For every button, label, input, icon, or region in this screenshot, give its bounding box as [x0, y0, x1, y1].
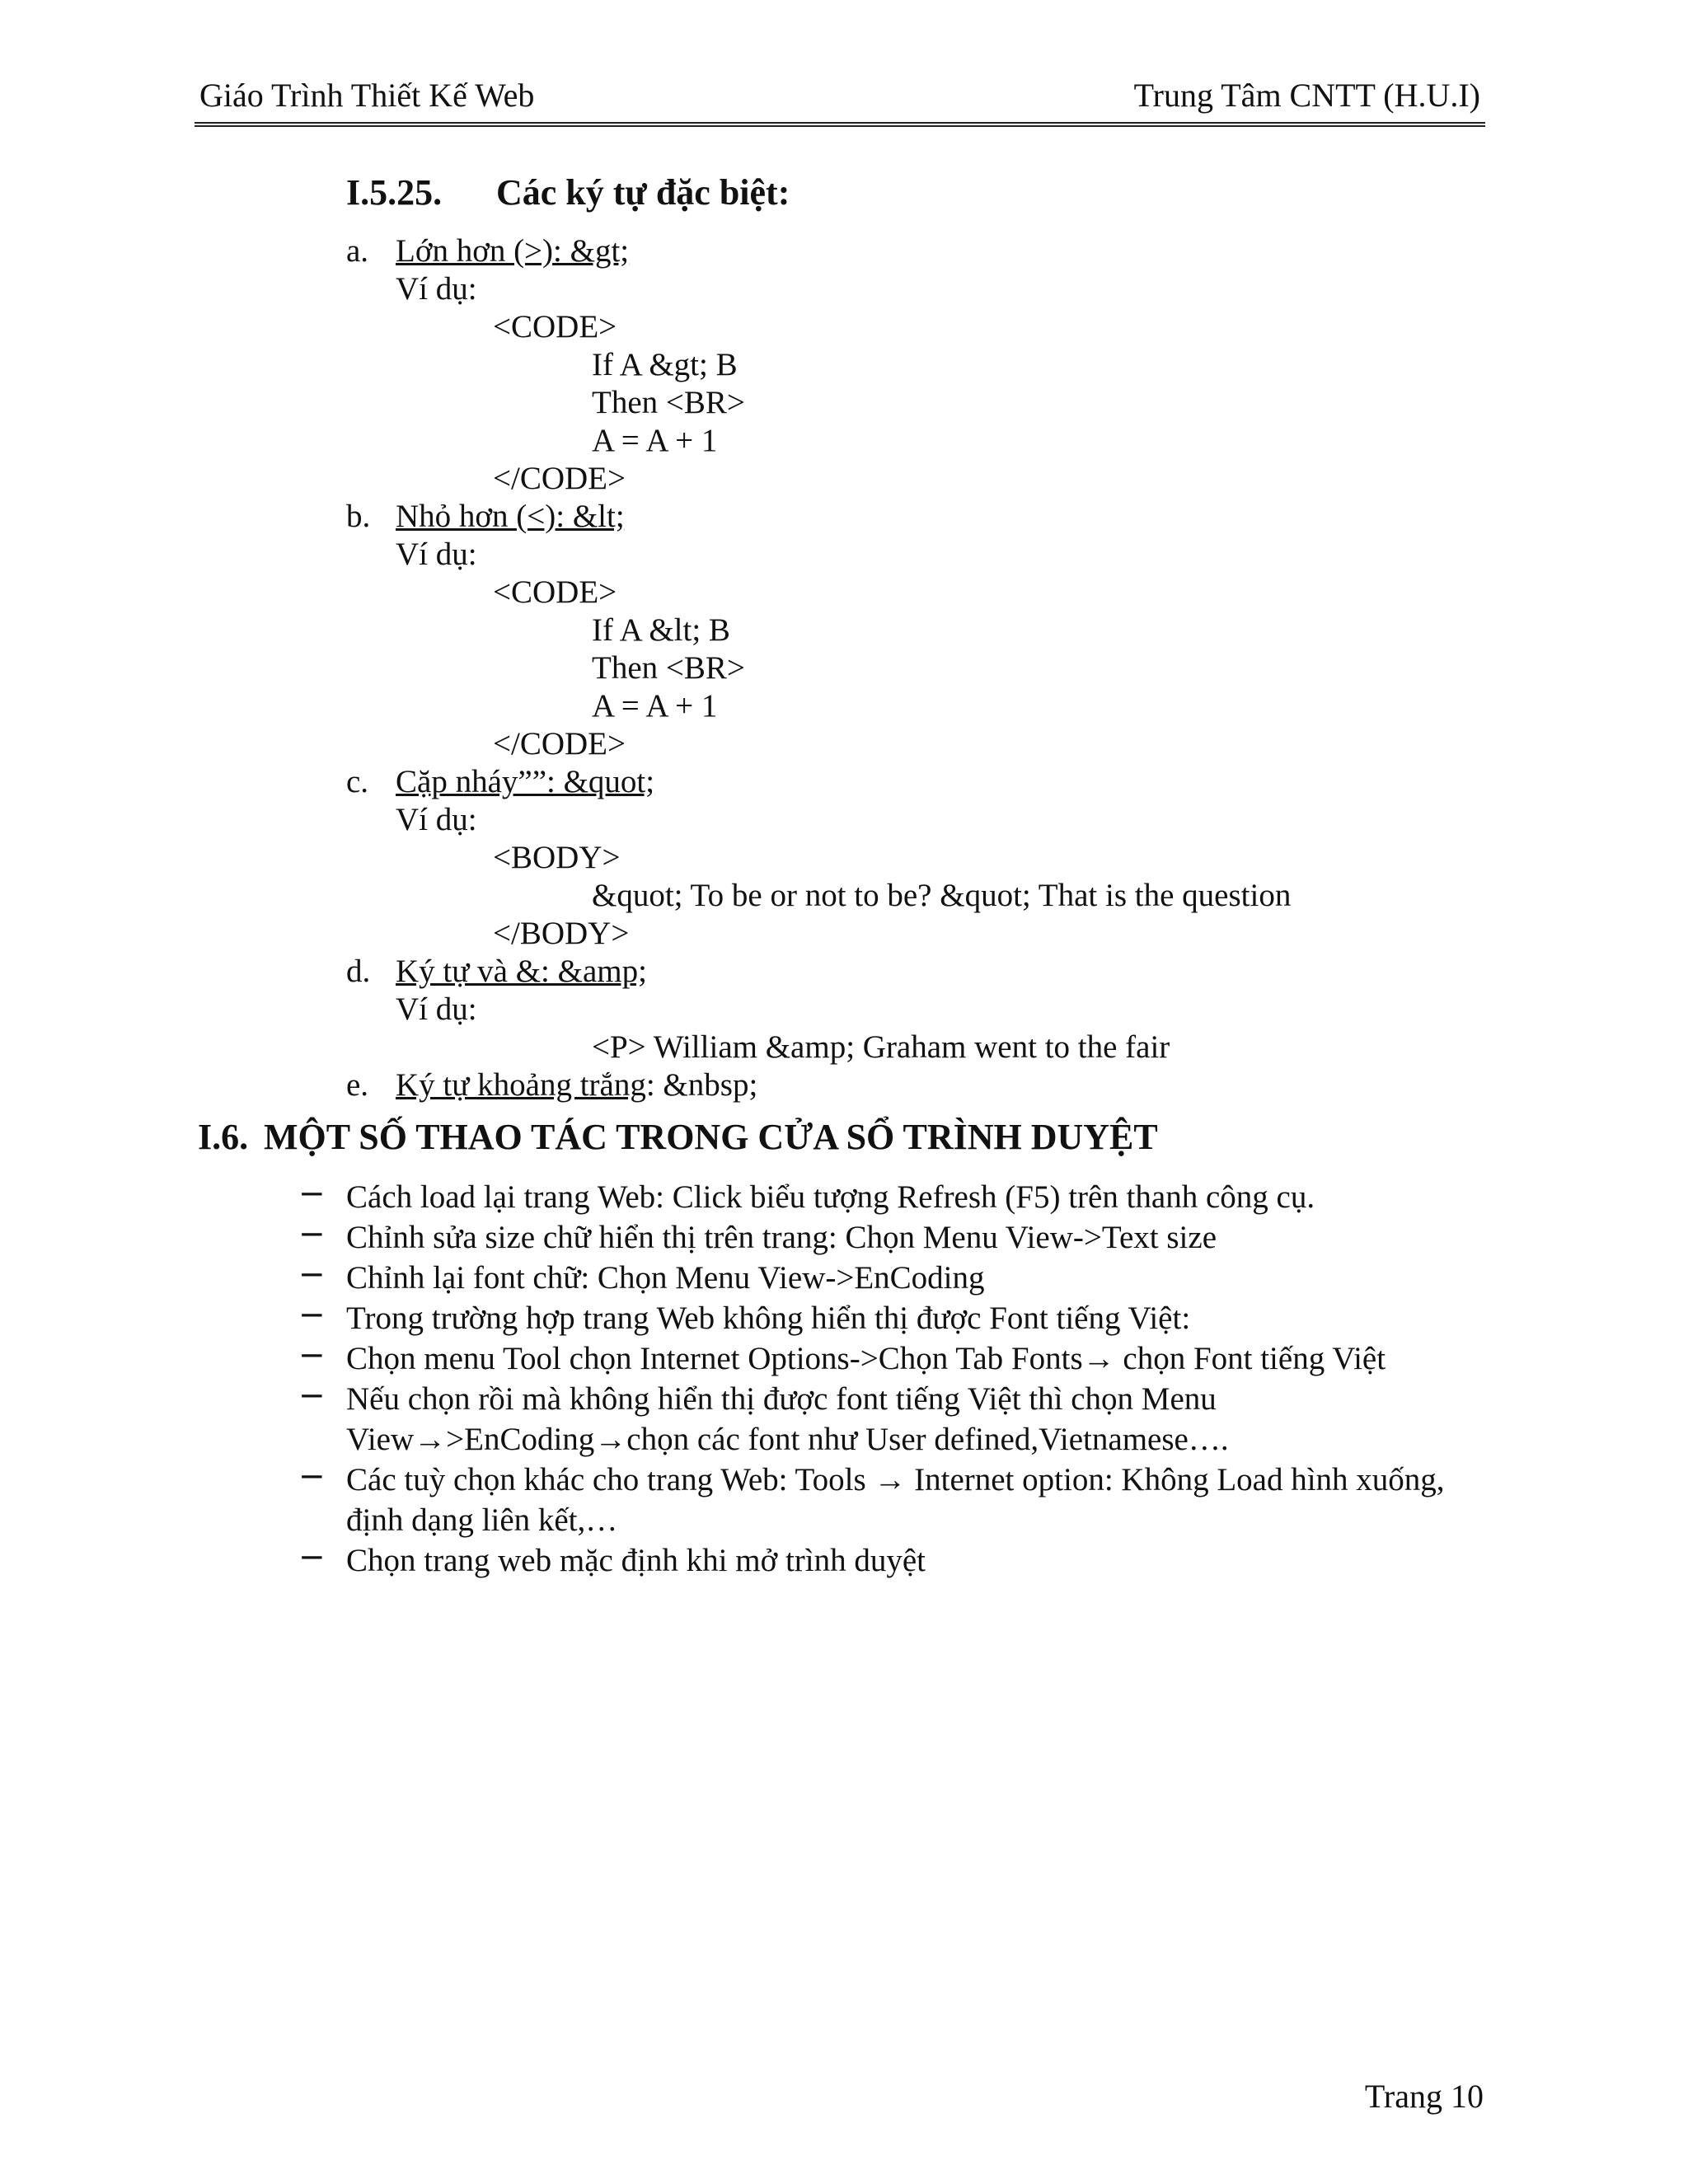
- item-heading: [396, 1066, 757, 1104]
- code-open-tag: <CODE>: [493, 574, 617, 610]
- code-line: Then <BR>: [592, 650, 745, 686]
- item-marker: e.: [346, 1067, 369, 1103]
- item-heading-entity: : &nbsp;: [645, 1067, 758, 1103]
- item-marker: a.: [346, 233, 369, 269]
- bullet-item: Chỉnh sửa size chữ hiển thị trên trang: Chọn Menu View->Text size: [346, 1220, 1217, 1255]
- bullet-item: Nếu chọn rồi mà không hiển thị được font tiếng Việt thì chọn Menu View→>EnCoding→chọn các font như User defined,Vietnamese….: [346, 1381, 1229, 1457]
- bullet-dash-icon: −: [298, 1216, 326, 1253]
- section2-heading: [198, 1116, 1158, 1158]
- code-line: If A &lt; B: [592, 612, 730, 648]
- item-marker: b.: [346, 499, 371, 534]
- code-close-tag: </CODE>: [493, 726, 626, 762]
- item-heading: Cặp nháy””: &quot;: [396, 764, 655, 799]
- item-marker: c.: [346, 764, 369, 799]
- section-title: Các ký tự đặc biệt:: [496, 172, 790, 213]
- example-label: Ví dụ:: [396, 991, 477, 1027]
- bullet-dash-icon: −: [298, 1539, 326, 1576]
- header-left-title: Giáo Trình Thiết Kế Web: [199, 77, 535, 114]
- bullet-item: Cách load lại trang Web: Click biểu tượng Refresh (F5) trên thanh công cụ.: [346, 1179, 1315, 1215]
- page-number: Trang 10: [1364, 2078, 1484, 2115]
- bullet-item: Chọn menu Tool chọn Internet Options->Chọn Tab Fonts→ chọn Font tiếng Việt: [346, 1341, 1386, 1376]
- item-heading-text: Ký tự khoảng trắng: [396, 1067, 646, 1103]
- section2-title: MỘT SỐ THAO TÁC TRONG CỬA SỔ TRÌNH DUYỆT: [264, 1117, 1158, 1157]
- code-close-tag: </CODE>: [493, 461, 626, 496]
- section-heading: [346, 171, 790, 213]
- item-heading: Nhỏ hơn (<): &lt;: [396, 499, 625, 534]
- code-line: <P> William &amp; Graham went to the fair: [592, 1029, 1170, 1065]
- item-heading: Lớn hơn (>): &gt;: [396, 233, 630, 269]
- code-line: A = A + 1: [592, 688, 718, 724]
- item-heading: Ký tự và &: &amp;: [396, 954, 647, 989]
- bullet-item: Chỉnh lại font chữ: Chọn Menu View->EnCoding: [346, 1260, 985, 1296]
- section2-number: I.6.: [198, 1117, 249, 1157]
- bullet-dash-icon: −: [298, 1175, 326, 1212]
- bullet-item: Các tuỳ chọn khác cho trang Web: Tools → Internet option: Không Load hình xuống, định dạng liên kết,…: [346, 1462, 1445, 1538]
- example-label: Ví dụ:: [396, 271, 477, 307]
- page-header: [195, 73, 1485, 127]
- bullet-dash-icon: −: [298, 1377, 326, 1414]
- bullet-dash-icon: −: [298, 1458, 326, 1495]
- bullet-dash-icon: −: [298, 1296, 326, 1333]
- code-open-tag: <BODY>: [493, 840, 621, 875]
- code-close-tag: </BODY>: [493, 916, 630, 951]
- item-marker: d.: [346, 954, 371, 989]
- bullet-item: Chọn trang web mặc định khi mở trình duyệt: [346, 1543, 926, 1578]
- code-line: &quot; To be or not to be? &quot; That is the question: [592, 878, 1292, 913]
- header-right-title: Trung Tâm CNTT (H.U.I): [1133, 77, 1480, 114]
- bullet-item: Trong trường hợp trang Web không hiển thị được Font tiếng Việt:: [346, 1301, 1191, 1336]
- section-number: I.5.25.: [346, 172, 443, 213]
- code-open-tag: <CODE>: [493, 309, 617, 344]
- bullet-dash-icon: −: [298, 1256, 326, 1293]
- code-line: A = A + 1: [592, 423, 718, 458]
- example-label: Ví dụ:: [396, 802, 477, 837]
- example-label: Ví dụ:: [396, 537, 477, 572]
- code-line: Then <BR>: [592, 385, 745, 420]
- code-line: If A &gt; B: [592, 347, 738, 382]
- bullet-dash-icon: −: [298, 1337, 326, 1374]
